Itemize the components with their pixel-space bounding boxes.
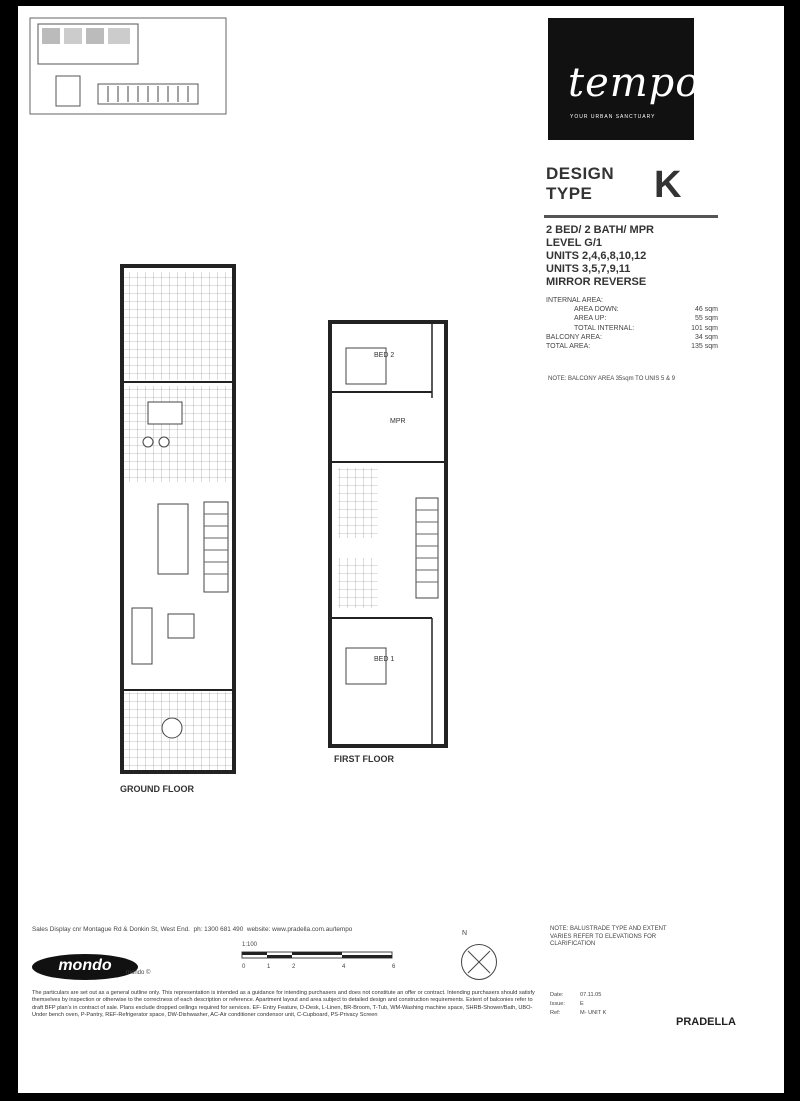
balcony-note: NOTE: BALCONY AREA 35sqm TO UNIS 5 & 9 — [548, 376, 676, 382]
divider — [544, 215, 718, 218]
unit-specs — [546, 224, 654, 289]
architect-logo: mondo — [32, 954, 138, 980]
area-row: AREA UP: 55 sqm — [574, 315, 718, 323]
sales-info: Sales Display cnr Montague Rd & Donkin St, West End. ph: 1300 681 490 website: www.pradella.com.au/tempo — [32, 926, 353, 933]
brand-name: tempo — [568, 60, 701, 106]
north-arrow-icon — [461, 944, 497, 980]
design-label-line2: TYPE — [546, 184, 593, 203]
design-label-line1: DESIGN — [546, 164, 615, 183]
first-floor-label: FIRST FLOOR — [334, 754, 394, 764]
north-label: N — [462, 930, 468, 937]
design-type-letter: K — [654, 164, 682, 206]
balustrade-note: NOTE: BALUSTRADE TYPE AND EXTENT VARIES REFER TO ELEVATIONS FOR CLARIFICATION — [550, 926, 667, 947]
scale-bar — [240, 950, 400, 962]
developer-logo: PRADELLA — [676, 1016, 736, 1028]
architect-copyright: mondo © — [126, 970, 151, 976]
room-label-bed1: BED 1 — [374, 656, 395, 663]
spec-line: LEVEL G/1 — [546, 237, 603, 249]
area-row: TOTAL INTERNAL: 101 sqm — [574, 324, 718, 332]
area-row: TOTAL AREA: 135 sqm — [546, 343, 718, 351]
floorplan-sheet: tempo YOUR URBAN SANCTUARY DESIGN TYPE K 2 BED/ 2 BATH/ MPR LEVEL G/1 UNITS 2,4,6,8,10,12 UNITS 3,5,7,9,11 MIRROR REVERSE INTERNAL AREA: AREA DOWN: 46 sqm AREA UP: 55 sqm TOTAL INTERNAL: 101 sqm BALCONY AREA: 34 sqm TOTAL AREA: 135 sqm NOTE: BALCONY AREA 35sqm TO UNIS 5 & 9 GROUND FLOOR BED 2 MPR BED 1 FIRST FLOOR Sales Display cnr Montague Rd & Donkin St, West End. ph: 1300 681 490 website: www.pradella.com.au/tempo mondo mondo © 1:100 0 1 2 4 6 N The particulars are set out as a general outline only. This representation is intended as a guidance for intending purchasers and does not constitute an offer or contract. Intending purchasers should satisfy themselves by inspection or otherwise to the correctness of each description or reference. Apartment layout and area subject to detailed design and construction requirements. Extent of balconies refer to draft BFP plan's in contract of sale. Plans exclude dropped ceilings required for services. EF- Entry Feature, D-Desk, L-Linen, BR-Broom, T-Tub, WM-Washing machine space, SHRB-Shower/Bath, UBO-Under bench oven, P-Pantry, REF-Refrigerator space, DW-Dishwasher, AC-Air conditioner condensor unit, C-Cupboard, PS-Privacy Screen NOTE: BALUSTRADE TYPE AND EXTENT VARIES REFER TO ELEVATIONS FOR CLARIFICATION Date: 07.11.05 Issue: E Ref: M- UNIT K PRADELLA — [18, 6, 784, 1093]
room-label-mpr: MPR — [390, 418, 406, 425]
area-table — [546, 296, 718, 351]
area-row: BALCONY AREA: 34 sqm — [546, 333, 718, 341]
site-key-plan — [28, 16, 228, 116]
first-floor-plan — [324, 318, 454, 750]
document-info: Date: 07.11.05 Issue: E Ref: M- UNIT K — [550, 992, 607, 1016]
spec-line: UNITS 3,5,7,9,11 — [546, 263, 631, 275]
spec-line: MIRROR REVERSE — [546, 276, 647, 288]
brand-tagline: YOUR URBAN SANCTUARY — [570, 114, 656, 120]
ground-floor-label: GROUND FLOOR — [120, 784, 194, 794]
ground-floor-plan — [114, 262, 244, 776]
area-heading: INTERNAL AREA: — [546, 297, 603, 304]
spec-line: UNITS 2,4,6,8,10,12 — [546, 250, 647, 262]
area-row: AREA DOWN: 46 sqm — [574, 306, 718, 314]
design-type-label — [546, 164, 614, 204]
scale-label: 1:100 — [242, 942, 258, 948]
spec-line: 2 BED/ 2 BATH/ MPR — [546, 224, 654, 236]
brand-logo — [548, 18, 701, 140]
disclaimer: The particulars are set out as a general outline only. This representation is intended as a guidance for intending purchasers and does not constitute an offer or contract. Intending purchasers should satisfy themselves by inspection or otherwise to the correctness of each description or reference. Apartment layout and area subject to detailed design and construction requirements. Extent of balconies refer to draft BFP plan's in contract of sale. Plans exclude dropped ceilings required for services. EF- Entry Feature, D-Desk, L-Linen, BR-Broom, T-Tub, WM-Washing machine space, SHRB-Shower/Bath, UBO-Under bench oven, P-Pantry, REF-Refrigerator space, DW-Dishwasher, AC-Air conditioner condensor unit, C-Cupboard, PS-Privacy Screen — [32, 990, 535, 1018]
room-label-bed2: BED 2 — [374, 352, 395, 359]
